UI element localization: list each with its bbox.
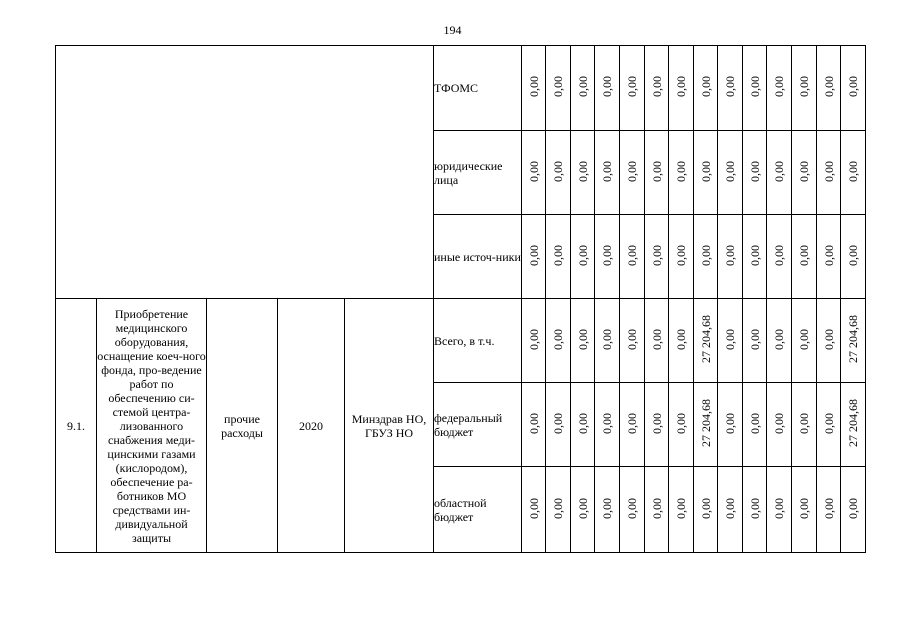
amount-value: 0,00	[747, 497, 762, 519]
amount-value: 0,00	[821, 328, 836, 350]
amount-cell	[743, 467, 767, 553]
amount-cell	[694, 299, 718, 383]
amount-value: 0,00	[723, 328, 737, 350]
amount-cell	[645, 383, 669, 467]
amount-cell	[571, 299, 595, 383]
amount-cell	[767, 383, 792, 467]
amount-value: 0,00	[600, 497, 614, 519]
amount-value: 0,00	[600, 412, 614, 434]
amount-value: 0,00	[649, 76, 664, 97]
amount-value: 0,00	[649, 497, 664, 519]
amount-value: 0,00	[625, 244, 639, 266]
amount-cell	[546, 467, 571, 553]
amount-value: 0,00	[772, 328, 786, 350]
amount-value: 0,00	[649, 244, 664, 266]
amount-cell	[595, 299, 620, 383]
amount-cell	[595, 131, 620, 215]
blank-merged-cell	[56, 46, 434, 299]
funding-source: областной бюджет	[434, 467, 522, 553]
amount-cell	[595, 467, 620, 553]
amount-cell	[767, 131, 792, 215]
amount-cell	[645, 299, 669, 383]
amount-cell	[841, 215, 866, 299]
amount-cell	[767, 215, 792, 299]
amount-value: 0,00	[698, 76, 713, 97]
amount-value: 0,00	[747, 76, 762, 97]
amount-value: 27 204,68	[698, 315, 713, 363]
amount-value: 27 204,68	[698, 399, 713, 447]
amount-value: 0,00	[625, 412, 639, 434]
amount-cell	[669, 46, 694, 131]
amount-value: 0,00	[600, 328, 614, 350]
amount-value: 0,00	[674, 328, 688, 350]
amount-cell	[767, 467, 792, 553]
amount-cell	[792, 299, 817, 383]
amount-value: 0,00	[575, 76, 590, 97]
amount-cell	[817, 215, 841, 299]
amount-value: 0,00	[723, 76, 737, 97]
amount-value: 0,00	[698, 244, 713, 266]
amount-cell	[718, 46, 743, 131]
amount-cell	[718, 383, 743, 467]
amount-value: 0,00	[797, 412, 811, 434]
amount-value: 0,00	[723, 497, 737, 519]
funding-source: федеральный бюджет	[434, 383, 522, 467]
amount-value: 0,00	[551, 160, 565, 182]
amount-cell	[792, 383, 817, 467]
amount-value: 0,00	[625, 160, 639, 182]
amount-value: 0,00	[575, 328, 590, 350]
amount-cell	[817, 299, 841, 383]
amount-cell	[522, 467, 546, 553]
amount-value: 0,00	[821, 160, 836, 182]
amount-value: 0,00	[797, 497, 811, 519]
amount-value: 0,00	[723, 160, 737, 182]
amount-cell	[620, 467, 645, 553]
item-description: Приобретение медицинского оборудования, оснащение коеч-ного фонда, про-ведение работ по обеспечению си-стемой центра-лизованного снабжения меди-цинскими газами (кислородом), обеспечение ра-ботников МО средствами ин-дивидуальной защиты	[97, 299, 207, 553]
amount-cell	[817, 467, 841, 553]
amount-cell	[841, 46, 866, 131]
amount-cell	[743, 215, 767, 299]
amount-value: 0,00	[723, 412, 737, 434]
amount-value: 0,00	[625, 497, 639, 519]
amount-cell	[767, 46, 792, 131]
amount-value: 0,00	[821, 412, 836, 434]
expense-type: прочие расходы	[207, 299, 278, 553]
amount-cell	[571, 46, 595, 131]
amount-value: 0,00	[674, 76, 688, 97]
amount-cell	[522, 46, 546, 131]
amount-cell	[743, 299, 767, 383]
amount-cell	[817, 46, 841, 131]
amount-value: 0,00	[575, 244, 590, 266]
amount-cell	[669, 215, 694, 299]
amount-value: 0,00	[674, 412, 688, 434]
funding-source: ТФОМС	[434, 46, 522, 131]
amount-cell	[767, 299, 792, 383]
amount-cell	[743, 46, 767, 131]
amount-cell	[694, 215, 718, 299]
amount-cell	[694, 131, 718, 215]
amount-value: 0,00	[723, 244, 737, 266]
amount-cell	[792, 215, 817, 299]
amount-cell	[718, 299, 743, 383]
amount-cell	[522, 215, 546, 299]
amount-cell	[522, 131, 546, 215]
amount-cell	[718, 215, 743, 299]
amount-cell	[694, 46, 718, 131]
amount-cell	[743, 383, 767, 467]
amount-value: 0,00	[797, 76, 811, 97]
amount-cell	[571, 131, 595, 215]
funding-source: Всего, в т.ч.	[434, 299, 522, 383]
amount-cell	[841, 299, 866, 383]
amount-value: 0,00	[674, 497, 688, 519]
amount-value: 0,00	[772, 497, 786, 519]
amount-cell	[595, 383, 620, 467]
amount-cell	[546, 383, 571, 467]
page-number: 194	[443, 23, 462, 37]
amount-cell	[620, 299, 645, 383]
amount-cell	[522, 383, 546, 467]
amount-cell	[522, 299, 546, 383]
amount-value: 0,00	[846, 497, 860, 519]
amount-value: 0,00	[526, 160, 541, 182]
amount-value: 0,00	[526, 76, 541, 97]
amount-value: 0,00	[649, 412, 664, 434]
amount-value: 0,00	[772, 76, 786, 97]
amount-cell	[571, 467, 595, 553]
amount-value: 0,00	[551, 328, 565, 350]
amount-cell	[792, 467, 817, 553]
table-row	[56, 46, 866, 131]
amount-cell	[792, 46, 817, 131]
amount-cell	[620, 131, 645, 215]
amount-cell	[620, 46, 645, 131]
amount-value: 0,00	[551, 497, 565, 519]
amount-value: 0,00	[747, 328, 762, 350]
amount-cell	[546, 215, 571, 299]
amount-cell	[620, 215, 645, 299]
amount-cell	[694, 467, 718, 553]
amount-cell	[841, 131, 866, 215]
amount-value: 0,00	[747, 412, 762, 434]
amount-value: 27 204,68	[846, 315, 860, 363]
amount-value: 0,00	[821, 244, 836, 266]
amount-cell	[546, 299, 571, 383]
amount-value: 0,00	[526, 497, 541, 519]
amount-value: 0,00	[698, 160, 713, 182]
amount-value: 0,00	[625, 328, 639, 350]
amount-cell	[669, 131, 694, 215]
amount-cell	[669, 383, 694, 467]
amount-cell	[645, 467, 669, 553]
amount-cell	[841, 383, 866, 467]
amount-value: 0,00	[674, 244, 688, 266]
amount-value: 0,00	[649, 160, 664, 182]
amount-value: 0,00	[821, 497, 836, 519]
amount-value: 27 204,68	[846, 399, 860, 447]
amount-value: 0,00	[772, 244, 786, 266]
amount-cell	[645, 215, 669, 299]
amount-value: 0,00	[698, 497, 713, 519]
funding-source: юридические лица	[434, 131, 522, 215]
amount-value: 0,00	[772, 160, 786, 182]
amount-value: 0,00	[649, 328, 664, 350]
amount-value: 0,00	[797, 328, 811, 350]
amount-value: 0,00	[575, 497, 590, 519]
amount-value: 0,00	[747, 160, 762, 182]
amount-value: 0,00	[526, 412, 541, 434]
funding-source: иные источ-ники	[434, 215, 522, 299]
amount-value: 0,00	[846, 76, 860, 97]
amount-value: 0,00	[747, 244, 762, 266]
amount-cell	[571, 383, 595, 467]
amount-value: 0,00	[526, 328, 541, 350]
amount-value: 0,00	[846, 244, 860, 266]
amount-value: 0,00	[551, 244, 565, 266]
amount-value: 0,00	[600, 160, 614, 182]
amount-cell	[595, 215, 620, 299]
amount-value: 0,00	[600, 76, 614, 97]
amount-cell	[718, 131, 743, 215]
amount-cell	[595, 46, 620, 131]
amount-value: 0,00	[575, 160, 590, 182]
amount-value: 0,00	[526, 244, 541, 266]
amount-cell	[694, 383, 718, 467]
amount-cell	[817, 131, 841, 215]
amount-value: 0,00	[821, 76, 836, 97]
amount-value: 0,00	[625, 76, 639, 97]
amount-value: 0,00	[600, 244, 614, 266]
item-year: 2020	[278, 299, 345, 553]
table-row	[56, 299, 866, 383]
amount-cell	[817, 383, 841, 467]
amount-value: 0,00	[551, 76, 565, 97]
amount-cell	[645, 131, 669, 215]
amount-value: 0,00	[772, 412, 786, 434]
amount-value: 0,00	[551, 412, 565, 434]
amount-cell	[718, 467, 743, 553]
amount-cell	[841, 467, 866, 553]
amount-cell	[669, 467, 694, 553]
amount-cell	[571, 215, 595, 299]
amount-cell	[645, 46, 669, 131]
item-number: 9.1.	[56, 299, 97, 553]
amount-cell	[669, 299, 694, 383]
funding-table	[55, 45, 866, 553]
amount-value: 0,00	[797, 244, 811, 266]
amount-value: 0,00	[797, 160, 811, 182]
amount-cell	[620, 383, 645, 467]
amount-cell	[546, 46, 571, 131]
amount-cell	[792, 131, 817, 215]
amount-cell	[743, 131, 767, 215]
amount-cell	[546, 131, 571, 215]
amount-value: 0,00	[674, 160, 688, 182]
amount-value: 0,00	[846, 160, 860, 182]
amount-value: 0,00	[575, 412, 590, 434]
executor: Минздрав НО, ГБУЗ НО	[345, 299, 434, 553]
